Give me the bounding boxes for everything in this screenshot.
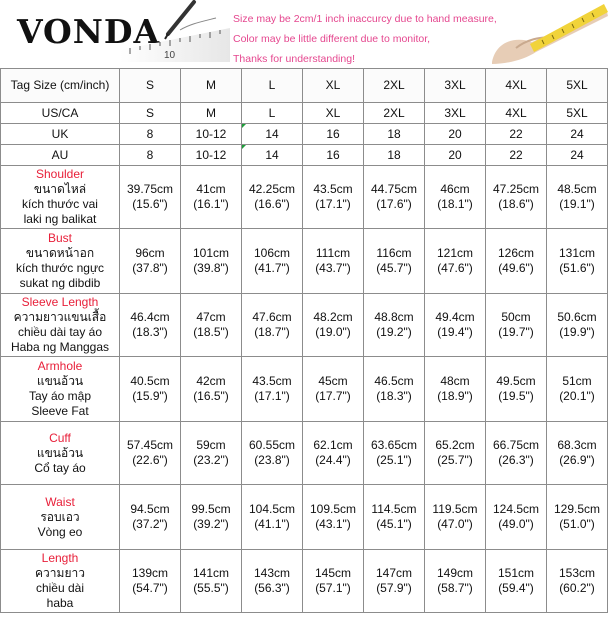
size-header: 3XL	[425, 69, 486, 103]
value-cm: 48cm	[440, 374, 470, 388]
value-cm: 47.25cm	[492, 182, 540, 196]
table-cell: 5XL	[547, 103, 608, 124]
value-inch: (25.1")	[376, 453, 412, 467]
measurement-row	[1, 550, 608, 613]
value-cm: 111cm	[315, 246, 351, 260]
value-cm: 106cm	[253, 246, 291, 260]
measurement-label	[1, 422, 120, 485]
value-inch: (20.1")	[559, 389, 595, 403]
size-header: M	[181, 69, 242, 103]
table-cell	[242, 124, 303, 145]
measurement-cell	[181, 229, 242, 294]
measurement-row	[1, 294, 608, 357]
measurement-cell	[425, 229, 486, 294]
measurement-cell	[303, 357, 364, 422]
value-cm: 63.65cm	[370, 438, 418, 452]
value-cm: 49.4cm	[435, 310, 475, 324]
value-inch: (45.7")	[376, 261, 412, 275]
value-inch: (24.4")	[315, 453, 351, 467]
measurement-cell	[486, 166, 547, 229]
value-cm: 60.55cm	[248, 438, 296, 452]
value-cm: 104.5cm	[248, 502, 296, 516]
size-header: L	[242, 69, 303, 103]
measurement-cell	[303, 166, 364, 229]
measurement-row	[1, 229, 608, 294]
value-inch: (47.6")	[437, 261, 473, 275]
measurement-translation: แขนอ้วน	[36, 445, 84, 460]
measurement-cell	[303, 485, 364, 550]
value-inch: (43.1")	[315, 517, 351, 531]
value-cm: 65.2cm	[435, 438, 475, 452]
value-cm: 131cm	[558, 246, 596, 260]
table-cell: 16	[303, 124, 364, 145]
measurement-translation: haba	[46, 596, 74, 610]
measurement-cell	[303, 550, 364, 613]
measurement-cell	[120, 422, 181, 485]
value-inch: (57.9")	[376, 581, 412, 595]
measurement-label	[1, 166, 120, 229]
brand-logo: VONDA	[17, 12, 161, 51]
value-inch: (25.7")	[437, 453, 473, 467]
measurement-translation: kích thước ngực	[16, 261, 104, 275]
measurement-cell	[364, 357, 425, 422]
value-cm: 57.45cm	[126, 438, 174, 452]
value-inch: (18.5")	[193, 325, 229, 339]
measurement-title: Cuff	[49, 430, 71, 445]
value-cm: 119.5cm	[432, 502, 478, 516]
svg-text:10: 10	[164, 50, 176, 61]
value-cm: 48.8cm	[374, 310, 414, 324]
cell-value: 14	[265, 147, 279, 162]
measurement-label	[1, 550, 120, 613]
measurement-cell	[242, 422, 303, 485]
table-cell: 22	[486, 124, 547, 145]
value-inch: (49.6")	[498, 261, 534, 275]
measurement-cell	[547, 166, 608, 229]
measurement-title: Waist	[45, 494, 75, 509]
measurement-cell	[181, 357, 242, 422]
measurement-cell	[181, 485, 242, 550]
value-inch: (19.4")	[437, 325, 473, 339]
value-cm: 47cm	[196, 310, 226, 324]
value-cm: 46.5cm	[374, 374, 414, 388]
value-inch: (45.1")	[376, 517, 412, 531]
measurement-cell	[303, 294, 364, 357]
table-cell: 22	[486, 145, 547, 166]
measurement-cell	[242, 485, 303, 550]
measurement-translation: chiều dài	[35, 581, 85, 595]
table-cell: 20	[425, 124, 486, 145]
value-inch: (37.2")	[132, 517, 168, 531]
value-inch: (60.2")	[559, 581, 595, 595]
value-inch: (58.7")	[437, 581, 473, 595]
value-inch: (18.1")	[437, 197, 473, 211]
table-cell: 10-12	[181, 145, 242, 166]
note-line: Color may be little different due to monitor,	[233, 33, 431, 45]
size-header: 4XL	[486, 69, 547, 103]
value-inch: (23.2")	[193, 453, 229, 467]
measurement-cell	[486, 357, 547, 422]
measurement-cell	[486, 294, 547, 357]
measurement-translation: Haba ng Manggas	[10, 340, 110, 354]
uk-row	[1, 124, 608, 145]
value-cm: 99.5cm	[191, 502, 231, 516]
value-inch: (16.6")	[254, 197, 290, 211]
measurement-label	[1, 229, 120, 294]
measurement-translation: laki ng balikat	[23, 212, 97, 226]
measurement-cell	[547, 357, 608, 422]
measurement-translation: kích thước vai	[22, 197, 98, 211]
table-cell: 3XL	[425, 103, 486, 124]
value-cm: 141cm	[192, 566, 230, 580]
value-inch: (17.6")	[376, 197, 412, 211]
measurement-title: Shoulder	[35, 167, 85, 181]
measurement-cell	[120, 357, 181, 422]
measuring-tape-illustration	[486, 2, 608, 64]
measurement-title: Sleeve Length	[21, 295, 99, 309]
value-cm: 94.5cm	[130, 502, 170, 516]
value-inch: (41.1")	[254, 517, 290, 531]
value-inch: (59.4")	[498, 581, 534, 595]
measurement-cell	[486, 550, 547, 613]
measurement-translation: sukat ng dibdib	[19, 276, 101, 290]
measurement-cell	[364, 485, 425, 550]
measurement-translation: ความยาวแขนเสื้อ	[13, 310, 107, 324]
value-inch: (43.7")	[315, 261, 351, 275]
measurement-cell	[242, 357, 303, 422]
value-inch: (51.0")	[559, 517, 595, 531]
value-inch: (19.1")	[559, 197, 595, 211]
measurement-cell	[425, 422, 486, 485]
value-cm: 129.5cm	[553, 502, 601, 516]
table-cell: 8	[120, 145, 181, 166]
measurement-cell	[364, 166, 425, 229]
value-inch: (18.3")	[132, 325, 168, 339]
measurement-cell	[242, 166, 303, 229]
measurement-cell	[181, 294, 242, 357]
value-inch: (55.5")	[193, 581, 229, 595]
value-cm: 43.5cm	[313, 182, 353, 196]
value-cm: 101cm	[192, 246, 230, 260]
value-cm: 42cm	[196, 374, 226, 388]
measurement-cell	[242, 550, 303, 613]
value-inch: (54.7")	[132, 581, 168, 595]
table-cell: 20	[425, 145, 486, 166]
value-cm: 114.5cm	[371, 502, 417, 516]
value-inch: (57.1")	[315, 581, 351, 595]
value-cm: 49.5cm	[496, 374, 536, 388]
value-inch: (18.6")	[498, 197, 534, 211]
value-inch: (19.9")	[559, 325, 595, 339]
value-inch: (18.7")	[254, 325, 290, 339]
measurement-translation: Cổ tay áo	[34, 460, 86, 475]
au-row	[1, 145, 608, 166]
size-table	[0, 68, 608, 613]
measurement-cell	[120, 229, 181, 294]
table-cell: 18	[364, 124, 425, 145]
value-cm: 139cm	[131, 566, 169, 580]
value-inch: (47.0")	[437, 517, 473, 531]
measurement-row	[1, 357, 608, 422]
value-cm: 121cm	[436, 246, 474, 260]
measurement-translation: รอบเอว	[40, 509, 80, 524]
row-label: US/CA	[1, 103, 120, 124]
measurement-translation: ขนาดหน้าอก	[25, 246, 95, 260]
value-inch: (16.1")	[193, 197, 229, 211]
measurement-cell	[303, 422, 364, 485]
tag-size-row	[1, 69, 608, 103]
value-cm: 40.5cm	[130, 374, 170, 388]
value-inch: (16.5")	[193, 389, 229, 403]
table-cell: 24	[547, 124, 608, 145]
value-cm: 66.75cm	[492, 438, 540, 452]
size-header: 2XL	[364, 69, 425, 103]
measurement-translation: chiều dài tay áo	[17, 325, 103, 339]
measurement-title: Bust	[47, 231, 72, 245]
measurement-row	[1, 485, 608, 550]
measurement-cell	[486, 422, 547, 485]
value-cm: 147cm	[375, 566, 413, 580]
value-cm: 62.1cm	[313, 438, 353, 452]
value-cm: 126cm	[497, 246, 535, 260]
measurement-cell	[364, 229, 425, 294]
value-inch: (56.3")	[254, 581, 290, 595]
value-cm: 51cm	[562, 374, 592, 388]
measurement-cell	[242, 294, 303, 357]
table-cell: M	[181, 103, 242, 124]
measurement-cell	[120, 294, 181, 357]
table-cell: 18	[364, 145, 425, 166]
measurement-cell	[547, 229, 608, 294]
disclaimer-notes	[233, 9, 497, 66]
value-cm: 116cm	[376, 246, 412, 260]
value-inch: (39.8")	[193, 261, 229, 275]
value-cm: 39.75cm	[126, 182, 174, 196]
measurement-cell	[242, 229, 303, 294]
note-line: Thanks for understanding!	[233, 53, 355, 65]
measurement-translation: ความยาว	[35, 566, 85, 580]
value-cm: 42.25cm	[248, 182, 296, 196]
value-cm: 109.5cm	[309, 502, 357, 516]
value-cm: 59cm	[196, 438, 226, 452]
row-label: AU	[1, 145, 120, 166]
size-header: S	[120, 69, 181, 103]
measurement-cell	[181, 550, 242, 613]
table-cell: 16	[303, 145, 364, 166]
table-cell: L	[242, 103, 303, 124]
measurement-cell	[547, 422, 608, 485]
measurement-cell	[364, 422, 425, 485]
table-cell	[242, 145, 303, 166]
value-inch: (19.0")	[315, 325, 351, 339]
row-label: UK	[1, 124, 120, 145]
measurement-title: Length	[41, 551, 79, 565]
value-inch: (26.3")	[498, 453, 534, 467]
value-cm: 48.5cm	[557, 182, 597, 196]
measurement-label	[1, 357, 120, 422]
measurement-cell	[547, 294, 608, 357]
measurement-rows	[1, 166, 608, 613]
measurement-cell	[120, 485, 181, 550]
table-cell: 4XL	[486, 103, 547, 124]
measurement-cell	[364, 550, 425, 613]
measurement-cell	[425, 357, 486, 422]
value-inch: (17.1")	[254, 389, 290, 403]
value-inch: (22.6")	[132, 453, 168, 467]
cell-marker-icon	[242, 124, 246, 128]
value-cm: 45cm	[318, 374, 348, 388]
table-cell: 2XL	[364, 103, 425, 124]
value-cm: 153cm	[558, 566, 596, 580]
value-cm: 50cm	[501, 310, 531, 324]
value-cm: 46cm	[440, 182, 470, 196]
measurement-cell	[486, 229, 547, 294]
value-inch: (23.8")	[254, 453, 290, 467]
value-cm: 96cm	[135, 246, 165, 260]
value-cm: 48.2cm	[313, 310, 353, 324]
table-cell: XL	[303, 103, 364, 124]
ruler-pencil-illustration	[120, 0, 230, 62]
value-inch: (18.3")	[376, 389, 412, 403]
value-cm: 44.75cm	[370, 182, 418, 196]
value-inch: (19.7")	[498, 325, 534, 339]
measurement-cell	[425, 485, 486, 550]
measurement-cell	[547, 550, 608, 613]
measurement-cell	[303, 229, 364, 294]
size-header: 5XL	[547, 69, 608, 103]
value-cm: 41cm	[196, 182, 226, 196]
measurement-cell	[425, 294, 486, 357]
measurement-cell	[425, 550, 486, 613]
measurement-translation: ขนาดไหล่	[33, 182, 87, 196]
value-cm: 145cm	[314, 566, 352, 580]
value-inch: (17.1")	[315, 197, 351, 211]
measurement-cell	[120, 166, 181, 229]
tag-size-label: Tag Size (cm/inch)	[1, 69, 120, 103]
value-inch: (15.9")	[132, 389, 168, 403]
measurement-translation: แขนอ้วน	[36, 374, 84, 388]
cell-marker-icon	[242, 145, 246, 149]
table-cell: 10-12	[181, 124, 242, 145]
cell-value: 14	[265, 126, 279, 141]
measurement-cell	[425, 166, 486, 229]
value-cm: 46.4cm	[130, 310, 170, 324]
table-cell: 8	[120, 124, 181, 145]
table-cell: S	[120, 103, 181, 124]
header-banner	[0, 0, 611, 66]
value-cm: 68.3cm	[557, 438, 597, 452]
measurement-label	[1, 485, 120, 550]
value-inch: (19.2")	[376, 325, 412, 339]
value-inch: (41.7")	[254, 261, 290, 275]
measurement-translation: Tay áo mập	[28, 389, 92, 403]
value-cm: 47.6cm	[252, 310, 292, 324]
value-inch: (39.2")	[193, 517, 229, 531]
value-cm: 149cm	[436, 566, 474, 580]
value-cm: 50.6cm	[557, 310, 597, 324]
measurement-row	[1, 422, 608, 485]
value-cm: 151cm	[497, 566, 535, 580]
measurement-cell	[364, 294, 425, 357]
measurement-row	[1, 166, 608, 229]
value-cm: 124.5cm	[492, 502, 540, 516]
measurement-label	[1, 294, 120, 357]
measurement-title: Armhole	[37, 359, 83, 373]
value-inch: (15.6")	[132, 197, 168, 211]
note-line: Size may be 2cm/1 inch inaccurcy due to hand measure,	[233, 13, 497, 25]
value-inch: (19.5")	[498, 389, 534, 403]
measurement-cell	[547, 485, 608, 550]
measurement-translation: Sleeve Fat	[31, 404, 89, 418]
us-ca-row	[1, 103, 608, 124]
value-cm: 43.5cm	[252, 374, 292, 388]
value-inch: (17.7")	[315, 389, 351, 403]
table-cell: 24	[547, 145, 608, 166]
measurement-cell	[181, 422, 242, 485]
measurement-cell	[120, 550, 181, 613]
value-cm: 143cm	[253, 566, 291, 580]
value-inch: (26.9")	[559, 453, 595, 467]
measurement-cell	[486, 485, 547, 550]
value-inch: (51.6")	[559, 261, 595, 275]
value-inch: (18.9")	[437, 389, 473, 403]
value-inch: (37.8")	[132, 261, 168, 275]
measurement-translation: Vòng eo	[37, 524, 83, 539]
value-inch: (49.0")	[498, 517, 534, 531]
measurement-cell	[181, 166, 242, 229]
size-header: XL	[303, 69, 364, 103]
